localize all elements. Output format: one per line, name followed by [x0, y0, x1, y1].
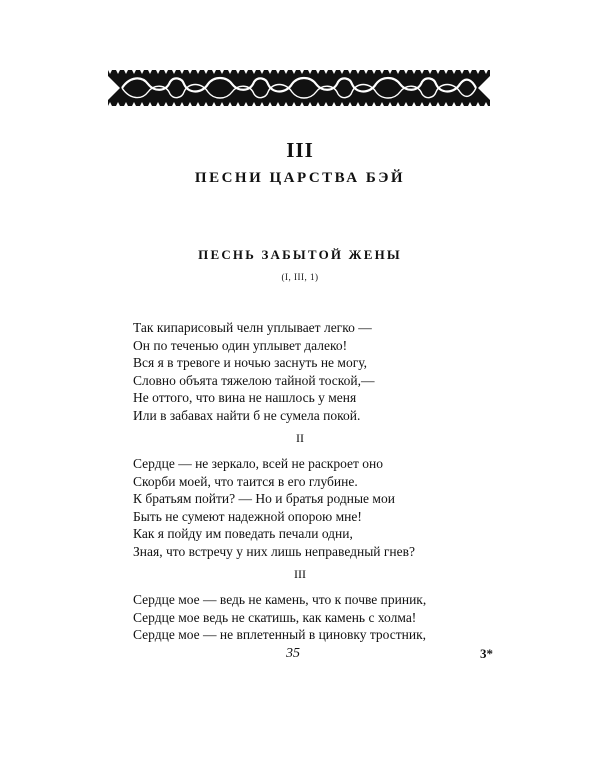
stanza-number: II — [296, 431, 304, 445]
verse-line: Сердце — не зеркало, всей не раскроет оно — [133, 456, 384, 471]
verse-line: Словно объята тяжелою тайной тоской,— — [133, 372, 375, 388]
verse-line: Как я пойду им поведать печали одни, — [133, 526, 353, 541]
verse-line: Зная, что встречу у них лишь неправедный гнев? — [133, 543, 416, 559]
stanza-1 — [133, 319, 473, 424]
verse-line: Так кипарисовый челн уплывает легко — — [133, 320, 372, 335]
verse-line: Или в забавах найти б не сумела покой. — [133, 407, 361, 423]
verse-line: Не оттого, что вина не нашлось у меня — [133, 390, 357, 405]
stanza-number: III — [294, 567, 306, 581]
stanza-2 — [133, 455, 473, 560]
part-number: III — [286, 138, 314, 162]
verse-line: Он по теченью один уплывет далеко! — [133, 337, 348, 353]
verse-line: Сердце мое ведь не скатишь, как камень с холма! — [133, 609, 417, 625]
poem-title: ПЕСНЬ ЗАБЫТОЙ ЖЕНЫ — [198, 247, 402, 262]
poem-reference: (I, III, 1) — [281, 272, 319, 282]
stanza-3 — [133, 591, 473, 644]
signature-mark: 3* — [480, 646, 493, 661]
verse-line: К братьям пойти? — Но и братья родные мои — [133, 491, 395, 506]
verse-line: Сердце мое — ведь не камень, что к почве приник, — [133, 592, 427, 607]
verse-line: Вся я в тревоге и ночью заснуть не могу, — [133, 355, 368, 370]
verse-line: Быть не сумеют надежной опорою мне! — [133, 508, 362, 524]
verse-line: Скорби моей, что таится в его глубине. — [133, 473, 358, 489]
part-title: ПЕСНИ ЦАРСТВА БЭЙ — [194, 170, 406, 186]
verse-line: Сердце мое — не вплетенный в циновку тростник, — [133, 627, 427, 642]
decorative-ornament-band — [108, 70, 490, 106]
page-number: 35 — [286, 646, 300, 661]
